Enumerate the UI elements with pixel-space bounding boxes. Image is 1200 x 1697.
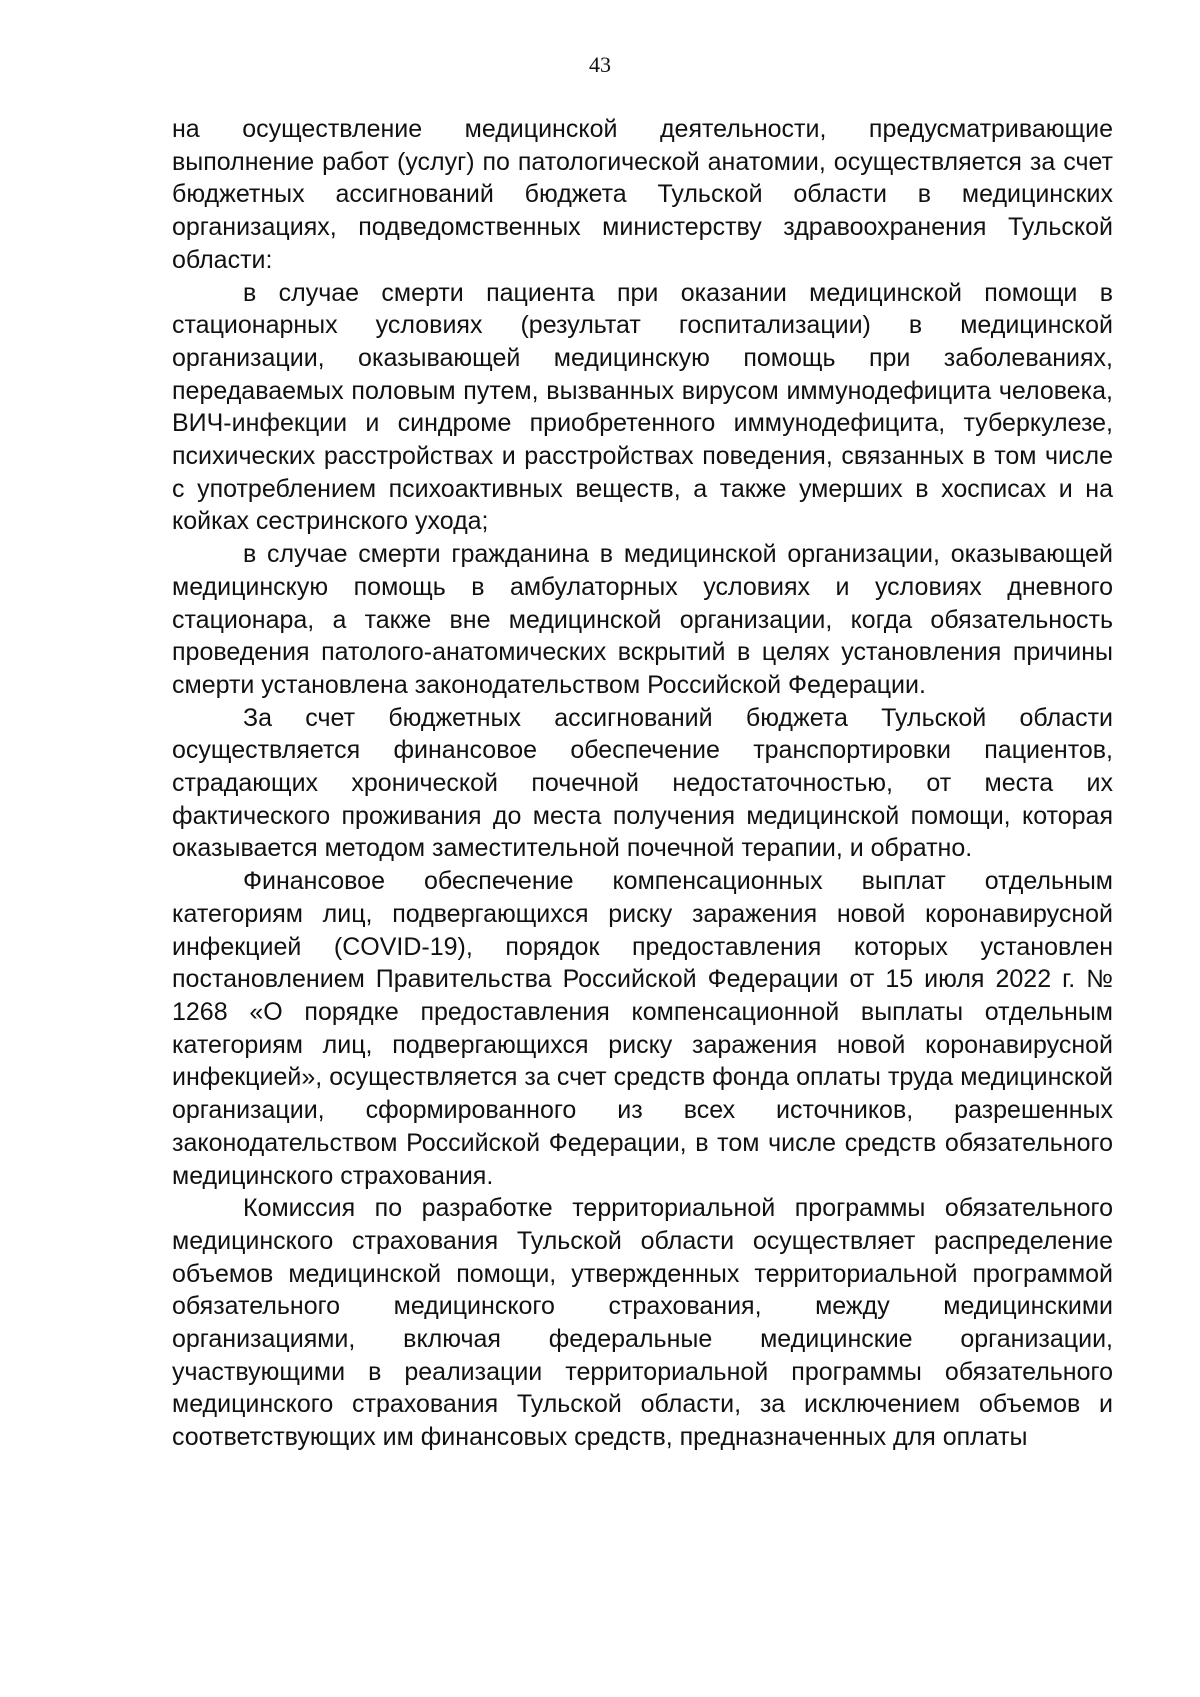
- paragraph-3: в случае смерти гражданина в медицинской организации, оказывающей медицинскую помощь в амбулаторных условиях и условиях дневного стационара, а также вне медицинской организации, когда обязательность проведения патолого-анатомических вскрытий в целях установления причины смерти установлена законодательством Российской Федерации.: [172, 540, 1113, 699]
- page-number: 43: [589, 52, 611, 77]
- paragraph-4: За счет бюджетных ассигнований бюджета Тульской области осуществляется финансовое обеспечение транспортировки пациентов, страдающих хронической почечной недостаточностью, от места их фактического проживания до места получения медицинской помощи, которая оказывается методом заместительной почечной терапии, и обратно.: [172, 703, 1113, 863]
- paragraph-5: Финансовое обеспечение компенсационных выплат отдельным категориям лиц, подвергающихся риску заражения новой коронавирусной инфекцией (COVID-19), порядок предоставления которых установлен постановлением Правительства Российской Федерации от 15 июля 2022 г. № 1268 «О порядке предоставления компенсационной выплаты отдельным категориям лиц, подвергающихся риску заражения новой коронавирусной инфекцией», осуществляется за счет средств фонда оплаты труда медицинской организации, сформированного из всех источников, разрешенных законодательством Российской Федерации, в том числе средств обязательного медицинского страхования.: [172, 867, 1113, 1190]
- body-text: [172, 113, 1113, 1454]
- paragraph-6: Комиссия по разработке территориальной программы обязательного медицинского страхования Тульской области осуществляет распределение объемов медицинской помощи, утвержденных территориальной программой обязательного медицинского страхования, между медицинскими организациями, включая федеральные медицинские организации, участвующими в реализации территориальной программы обязательного медицинского страхования Тульской области, за исключением объемов и соответствующих им финансовых средств, предназначенных для оплаты: [172, 1194, 1113, 1452]
- paragraph-1: на осуществление медицинской деятельности, предусматривающие выполнение работ (услуг) по патологической анатомии, осуществляется за счет бюджетных ассигнований бюджета Тульской области в медицинских организациях, подведомственных министерству здравоохранения Тульской области:: [172, 115, 1113, 274]
- paragraph-2: в случае смерти пациента при оказании медицинской помощи в стационарных условиях (результат госпитализации) в медицинской организации, оказывающей медицинскую помощь при заболеваниях, передаваемых половым путем, вызванных вирусом иммунодефицита человека, ВИЧ-инфекции и синдроме приобретенного иммунодефицита, туберкулезе, психических расстройствах и расстройствах поведения, связанных в том числе с употреблением психоактивных веществ, а также умерших в хосписах и на койках сестринского ухода;: [172, 278, 1113, 536]
